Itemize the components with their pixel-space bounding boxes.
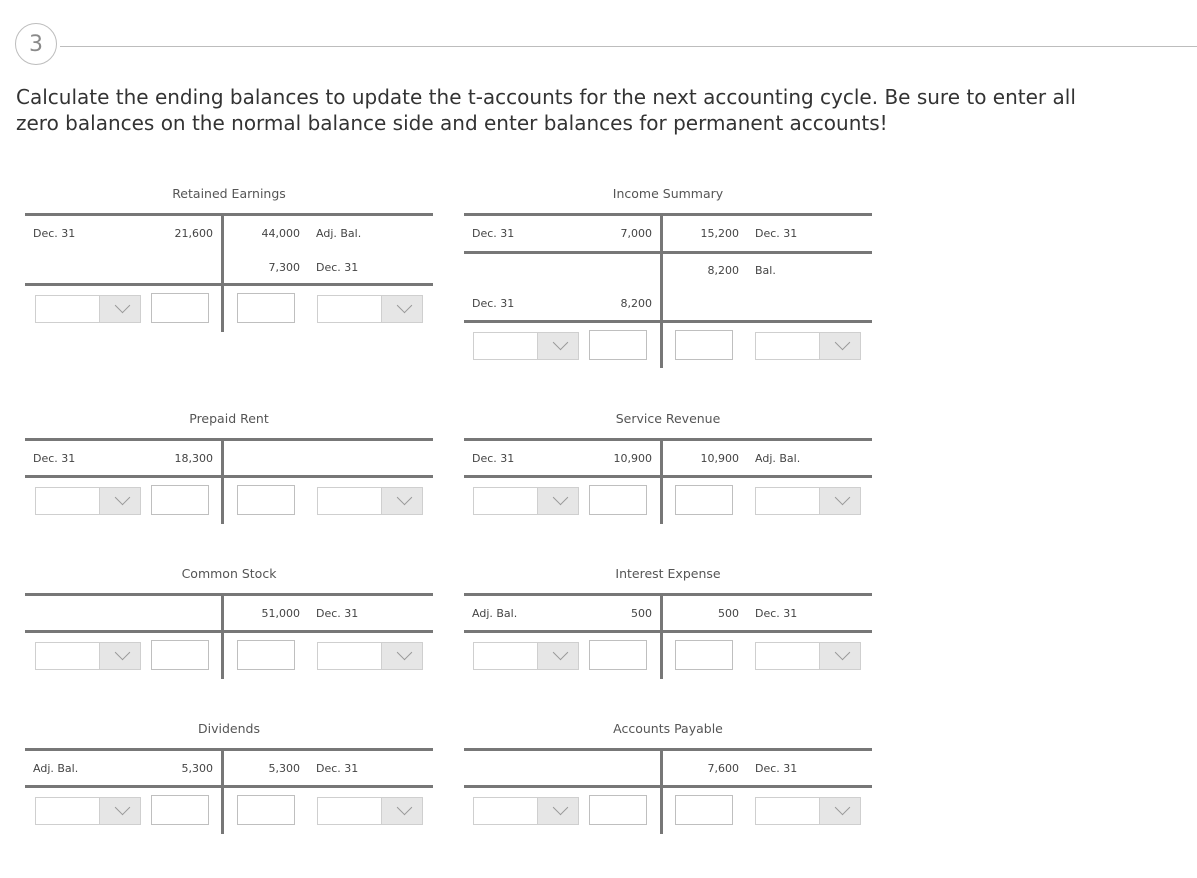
left-date: Adj. Bal. — [33, 762, 79, 775]
chevron-down-icon — [115, 645, 131, 661]
chevron-down-icon — [835, 800, 851, 816]
chevron-down-icon — [835, 645, 851, 661]
right-amount: 51,000 — [261, 607, 300, 620]
left-balance-input[interactable] — [151, 795, 209, 825]
step-number-badge — [15, 23, 57, 65]
left-amount: 8,200 — [620, 297, 652, 310]
t-account-balance-bar — [464, 320, 872, 323]
right-balance-input[interactable] — [675, 795, 733, 825]
t-account-top-bar — [464, 593, 872, 596]
left-amount: 500 — [631, 607, 652, 620]
right-balance-input[interactable] — [237, 795, 295, 825]
right-amount: 8,200 — [707, 264, 739, 277]
t-account-row — [25, 449, 433, 469]
right-balance-input[interactable] — [675, 330, 733, 360]
right-amount: 5,300 — [268, 762, 300, 775]
chevron-down-icon — [553, 335, 569, 351]
chevron-down-icon — [553, 800, 569, 816]
chevron-down-icon — [115, 298, 131, 314]
t-account-row — [464, 604, 872, 624]
left-date: Adj. Bal. — [472, 607, 518, 620]
right-date-dropdown[interactable] — [317, 487, 423, 515]
right-date: Adj. Bal. — [755, 452, 801, 465]
left-date: Dec. 31 — [472, 227, 515, 240]
left-balance-input[interactable] — [151, 485, 209, 515]
left-date: Dec. 31 — [472, 452, 515, 465]
t-account-top-bar — [464, 438, 872, 441]
right-date-dropdown[interactable] — [755, 332, 861, 360]
right-date: Bal. — [755, 264, 776, 277]
t-account-row — [25, 604, 433, 624]
left-date: Dec. 31 — [472, 297, 515, 310]
t-account-row — [464, 224, 872, 244]
right-date: Dec. 31 — [755, 607, 798, 620]
chevron-down-icon — [115, 490, 131, 506]
right-date-dropdown[interactable] — [317, 797, 423, 825]
chevron-down-icon — [397, 490, 413, 506]
account-title: Service Revenue — [615, 411, 721, 426]
account-title: Retained Earnings — [172, 186, 286, 201]
chevron-down-icon — [397, 645, 413, 661]
left-balance-input[interactable] — [589, 330, 647, 360]
t-account-balance-bar — [464, 630, 872, 633]
chevron-down-icon — [835, 490, 851, 506]
left-date-dropdown[interactable] — [473, 797, 579, 825]
left-date-dropdown[interactable] — [35, 797, 141, 825]
right-amount: 7,600 — [707, 762, 739, 775]
left-date-dropdown[interactable] — [35, 487, 141, 515]
t-account-top-bar — [25, 748, 433, 751]
left-date-dropdown[interactable] — [473, 642, 579, 670]
chevron-down-icon — [835, 335, 851, 351]
right-date-dropdown[interactable] — [755, 642, 861, 670]
instructions-text: Calculate the ending balances to update the t-accounts for the next accounting cycle. Be sure to enter all zero balances on the normal balance side and enter balances for permanent accounts! — [16, 85, 1076, 135]
t-account-balance-bar — [464, 475, 872, 478]
t-account-row — [464, 449, 872, 469]
left-amount: 7,000 — [620, 227, 652, 240]
right-date-dropdown[interactable] — [755, 797, 861, 825]
left-date: Dec. 31 — [33, 227, 76, 240]
t-account-top-bar — [25, 213, 433, 216]
t-account-row — [464, 759, 872, 779]
t-account-top-bar — [25, 438, 433, 441]
chevron-down-icon — [115, 800, 131, 816]
t-account-row — [25, 258, 433, 278]
right-balance-input[interactable] — [237, 293, 295, 323]
t-account-mid-bar-left — [464, 251, 872, 254]
chevron-down-icon — [553, 645, 569, 661]
left-date-dropdown[interactable] — [35, 642, 141, 670]
right-balance-input[interactable] — [675, 485, 733, 515]
t-account-balance-bar — [25, 475, 433, 478]
left-date-dropdown[interactable] — [473, 487, 579, 515]
right-balance-input[interactable] — [237, 640, 295, 670]
right-amount: 44,000 — [261, 227, 300, 240]
account-title: Income Summary — [612, 186, 724, 201]
right-date-dropdown[interactable] — [317, 642, 423, 670]
left-balance-input[interactable] — [151, 640, 209, 670]
right-amount: 10,900 — [700, 452, 739, 465]
step-divider — [60, 46, 1197, 47]
t-account-top-bar — [25, 593, 433, 596]
chevron-down-icon — [397, 298, 413, 314]
t-account-balance-bar — [25, 785, 433, 788]
right-date: Dec. 31 — [316, 607, 359, 620]
left-balance-input[interactable] — [589, 795, 647, 825]
account-title: Accounts Payable — [613, 721, 723, 736]
right-date: Dec. 31 — [316, 261, 359, 274]
left-amount: 18,300 — [174, 452, 213, 465]
chevron-down-icon — [553, 490, 569, 506]
right-date: Dec. 31 — [755, 762, 798, 775]
left-balance-input[interactable] — [151, 293, 209, 323]
t-account-balance-bar — [25, 630, 433, 633]
account-title: Interest Expense — [615, 566, 721, 581]
left-date: Dec. 31 — [33, 452, 76, 465]
left-amount: 10,900 — [613, 452, 652, 465]
right-date: Dec. 31 — [316, 762, 359, 775]
t-account-row — [464, 294, 872, 314]
right-date: Dec. 31 — [755, 227, 798, 240]
right-date-dropdown[interactable] — [317, 295, 423, 323]
t-account-balance-bar — [25, 283, 433, 286]
left-amount: 5,300 — [181, 762, 213, 775]
account-title: Dividends — [198, 721, 260, 736]
right-amount: 15,200 — [700, 227, 739, 240]
account-title: Prepaid Rent — [189, 411, 269, 426]
left-balance-input[interactable] — [589, 640, 647, 670]
right-balance-input[interactable] — [675, 640, 733, 670]
t-account-balance-bar — [464, 785, 872, 788]
right-date-dropdown[interactable] — [755, 487, 861, 515]
t-account-row — [464, 261, 872, 281]
t-account-row — [25, 759, 433, 779]
right-date: Adj. Bal. — [316, 227, 362, 240]
chevron-down-icon — [397, 800, 413, 816]
left-balance-input[interactable] — [589, 485, 647, 515]
t-account-top-bar — [464, 213, 872, 216]
right-amount: 500 — [718, 607, 739, 620]
account-title: Common Stock — [181, 566, 277, 581]
left-date-dropdown[interactable] — [35, 295, 141, 323]
t-account-row — [25, 224, 433, 244]
step-number: 3 — [29, 31, 43, 57]
left-date-dropdown[interactable] — [473, 332, 579, 360]
right-amount: 7,300 — [268, 261, 300, 274]
right-balance-input[interactable] — [237, 485, 295, 515]
t-account-top-bar — [464, 748, 872, 751]
left-amount: 21,600 — [174, 227, 213, 240]
